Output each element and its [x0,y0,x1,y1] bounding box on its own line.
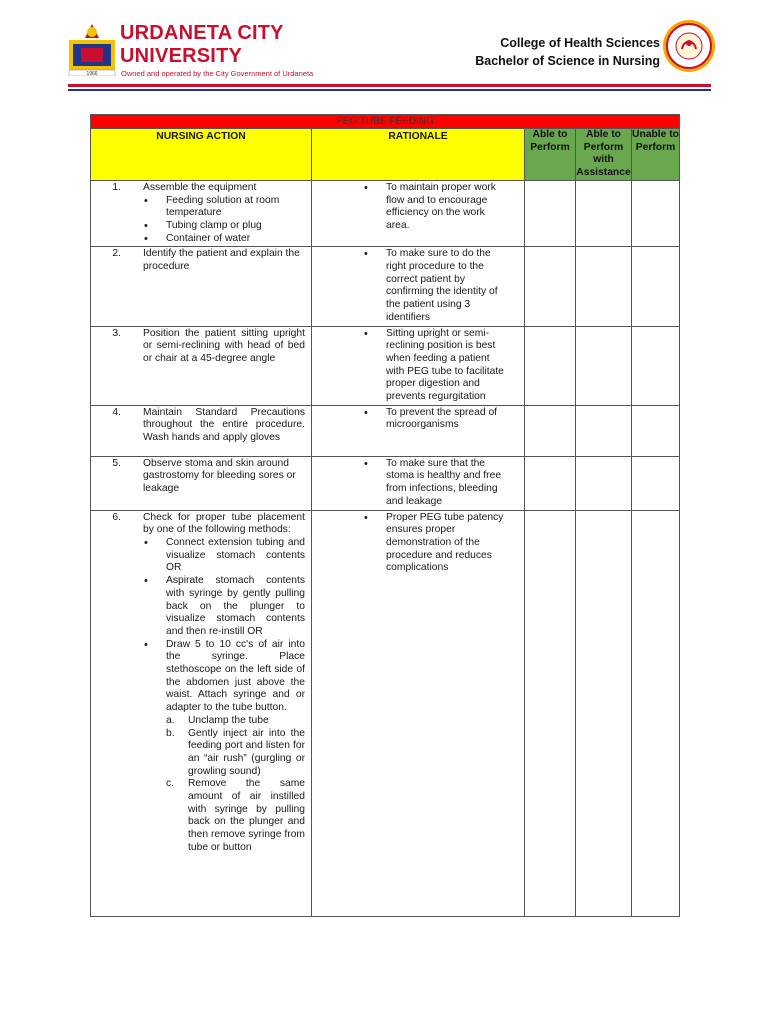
col-rationale: RATIONALE [312,129,525,181]
svg-text:1966: 1966 [86,71,98,76]
able-checkbox-cell[interactable] [525,510,576,916]
action-cell: 3. Position the patient sitting upright or semi-reclining with head of bed or chair at a 45-degree angle [91,326,312,405]
rationale-cell: • To maintain proper work flow and to encourage efficiency on the work area. [312,180,525,247]
action-cell: 4. Maintain Standard Precautions throughout the entire procedure. Wash hands and apply gloves [91,405,312,456]
able-checkbox-cell[interactable] [525,405,576,456]
college-name: College of Health Sciences [500,36,660,50]
unable-checkbox-cell[interactable] [632,405,680,456]
college-seal-icon [662,19,716,73]
rationale-cell: • To prevent the spread of microorganisms [312,405,525,456]
list-item: c. Remove the same amount of air instilled with syringe by pulling back on the plunger and then remove syringe from tube or button [166,778,305,853]
assist-checkbox-cell[interactable] [576,180,632,247]
col-unable: Unable to Perform [632,129,680,181]
action-cell: 6. Check for proper tube placement by one of the following methods: • Connect extension tubing and visualize stomach contents OR • Aspirate stomach contents with syringe by gently pulling back on the plunger to visualize stomach contents and then re-instill OR • Draw 5 to 10 cc's of air into the syringe. Place stethoscope on the left side of the abdomen just above the waist. Attach syringe and or adapter to the tube button. a. Unclamp the tube b. Gently inject air into the feeding port and listen for an “air rush” (gurgling or growling sound) c. Remove the same amount of air instilled with syringe by pulling back on the plunger and then remove syringe from tube or button [91,510,312,916]
col-nursing-action: NURSING ACTION [91,129,312,181]
header-rule-red [68,84,711,87]
university-name: URDANETA CITY UNIVERSITY [120,22,284,67]
unable-checkbox-cell[interactable] [632,247,680,326]
able-checkbox-cell[interactable] [525,180,576,247]
able-checkbox-cell[interactable] [525,326,576,405]
list-item: • Aspirate stomach contents with syringe by gently pulling back on the plunger to visualize stomach contents and then re-instill OR [166,575,305,639]
table-row [91,180,680,247]
assist-checkbox-cell[interactable] [576,510,632,916]
col-able: Able to Perform [525,129,576,181]
col-assist: Able to Perform with Assistance [576,129,632,181]
assist-checkbox-cell[interactable] [576,247,632,326]
rationale-cell: • Sitting upright or semi-reclining position is best when feeding a patient with PEG tube to facilitate proper digestion and prevents regurgitation [312,326,525,405]
table-row [91,405,680,456]
owned-by-text: Owned and operated by the City Government of Urdaneta [121,69,314,78]
table-row [91,456,680,510]
list-item: • Container of water [166,233,305,246]
assist-checkbox-cell[interactable] [576,456,632,510]
rationale-cell: • To make sure to do the right procedure to the correct patient by confirming the identity of the patient using 3 identifiers [312,247,525,326]
action-cell: 5. Observe stoma and skin around gastrostomy for bleeding sores or leakage [91,456,312,510]
list-item: • Connect extension tubing and visualize stomach contents OR [166,537,305,575]
document-header [0,0,768,96]
rationale-cell: • To make sure that the stoma is healthy and free from infections, bleeding and leakage [312,456,525,510]
unable-checkbox-cell[interactable] [632,510,680,916]
table-title: PEG TUBE FEEDING [336,116,434,127]
list-item: a. Unclamp the tube [166,714,269,726]
list-item: • Feeding solution at room temperature [166,195,305,220]
university-logo-icon [67,20,117,76]
college-heading [475,34,660,70]
table-row [91,510,680,916]
table-title-row [91,115,680,129]
unable-checkbox-cell[interactable] [632,456,680,510]
table-row [91,326,680,405]
peg-checklist-table [90,114,680,917]
assist-checkbox-cell[interactable] [576,405,632,456]
rationale-cell: • Proper PEG tube patency ensures proper demonstration of the procedure and reduces complications [312,510,525,916]
list-item: • Tubing clamp or plug [166,220,305,233]
able-checkbox-cell[interactable] [525,456,576,510]
action-cell: 1. Assemble the equipment • Feeding solution at room temperature • Tubing clamp or plug • Container of water [91,180,312,247]
table-row [91,247,680,326]
unable-checkbox-cell[interactable] [632,180,680,247]
header-rule-blue [68,89,711,91]
action-cell: 2. Identify the patient and explain the procedure [91,247,312,326]
list-item: • Draw 5 to 10 cc's of air into the syringe. Place stethoscope on the left side of the abdomen just above the waist. Attach syringe and or adapter to the tube button. [166,639,305,715]
program-name: Bachelor of Science in Nursing [475,54,660,68]
list-item: b. Gently inject air into the feeding port and listen for an “air rush” (gurgling or growling sound) [166,727,305,777]
table-header-row [91,129,680,181]
assist-checkbox-cell[interactable] [576,326,632,405]
able-checkbox-cell[interactable] [525,247,576,326]
unable-checkbox-cell[interactable] [632,326,680,405]
